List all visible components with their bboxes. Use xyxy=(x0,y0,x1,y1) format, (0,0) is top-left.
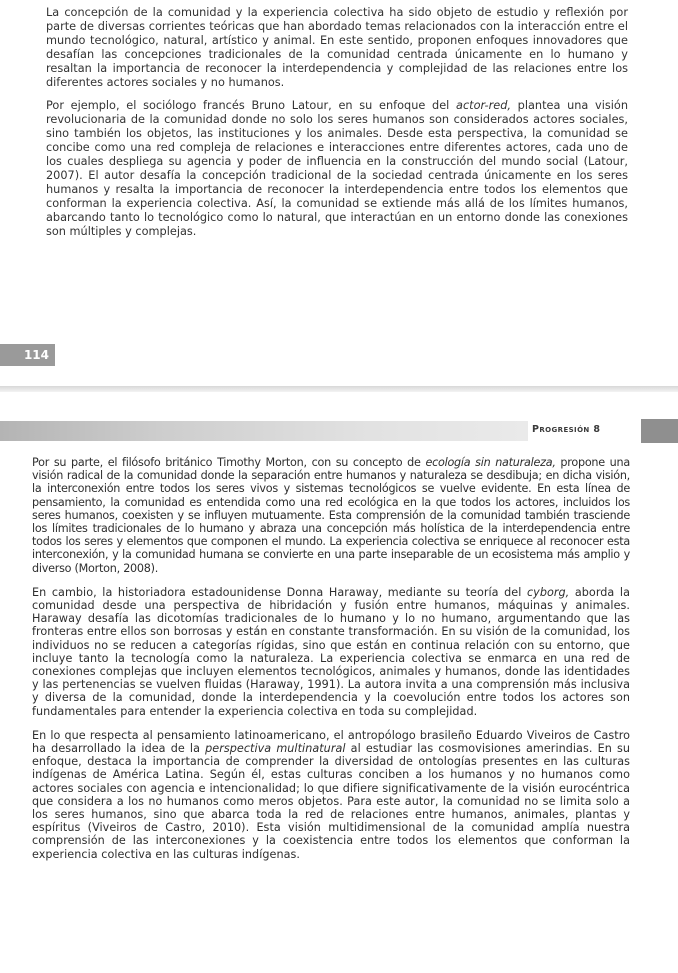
bottom-paragraph-1-text-a: Por su parte, el filósofo británico Timothy Morton, con su concepto de xyxy=(32,456,426,469)
top-paragraph-2-text-b: plantea una visión revolucionaria de la comunidad donde no solo los seres humanos son considerados actores sociales, sino también los objetos, las instituciones y los animales. Desde esta perspectiva, la comunidad se concibe como una red compleja de relaciones e interacciones entre diferentes actores, cada uno de los cuales despliega su agencia y poder de influencia en la construcción del mundo social (Latour, 2007). El autor desafía la concepción tradicional de la sociedad centrada únicamente en los seres humanos y resalta la importancia de reconocer la interdependencia entre todos los elementos que conforman la experiencia colectiva. Así, la comunidad se extiende más allá de los límites humanos, abarcando tanto lo tecnológico como lo natural, que interactúan en un entorno donde las conexiones son múltiples y complejas. xyxy=(46,99,628,238)
top-page xyxy=(0,0,678,386)
chapter-header-tab xyxy=(641,419,678,443)
chapter-header-label: Progresión 8 xyxy=(532,424,601,435)
top-page-body xyxy=(46,6,628,249)
top-paragraph-1 xyxy=(46,6,628,89)
top-paragraph-1-text: La concepción de la comunidad y la experiencia colectiva ha sido objeto de estudio y reflexión por parte de diversas corrientes teóricas que han abordado temas relacionados con la interacción entre el mundo tecnológico, natural, artístico y animal. En este sentido, proponen enfoques innovadores que desafían las concepciones tradicionales de la comunidad centrada únicamente en lo humano y resaltan la importancia de reconocer la interdependencia y complejidad de las relaciones entre los diferentes actores sociales y no humanos. xyxy=(46,6,628,89)
term-perspectiva-multinatural: perspectiva multinatural xyxy=(205,742,346,756)
page-number-badge: 114 xyxy=(0,344,55,366)
term-ecologia-sin-naturaleza: ecología sin naturaleza, xyxy=(425,456,556,469)
bottom-page-body xyxy=(32,456,630,872)
bottom-paragraph-3-text-a: En lo que respecta al pensamiento latinoamericano, el antropólogo brasileño Eduardo Viveiros de Castro ha desarrollado la idea de la xyxy=(32,728,630,756)
bottom-paragraph-2 xyxy=(32,586,630,718)
term-actor-red: actor-red, xyxy=(456,99,511,113)
top-paragraph-2 xyxy=(46,99,628,238)
bottom-paragraph-1-text-b: propone una visión radical de la comunidad donde la separación entre humanos y naturaleza se desdibuja; en dicha visión, la interconexión entre todos los seres vivos y sistemas tecnológicos se vuelve evidente. En esta línea de pensamiento, la comunidad es entendida como una red ecológica en la que todos los actores, incluidos los seres humanos, coexisten y se influyen mutuamente. Esta comprensión de la comunidad también trasciende los límites tradicionales de lo humano y abraza una concepción más holística de la interdependencia entre todos los seres y elementos que componen el mundo. La experiencia colectiva se enriquece al reconocer esta interconexión, y la comunidad humana se convierte en una parte inseparable de un ecosistema más amplio y diverso (Morton, 2008). xyxy=(32,456,630,575)
chapter-header-bar xyxy=(0,421,528,441)
page-edge-divider xyxy=(0,386,678,392)
term-cyborg: cyborg, xyxy=(526,585,570,599)
bottom-paragraph-3 xyxy=(32,729,630,861)
bottom-paragraph-3-text-b: al estudiar las cosmovisiones amerindias. En su enfoque, destaca la importancia de comprender la diversidad de ontologías presentes en las culturas indígenas de América Latina. Según él, estas culturas conciben a los humanos y no humanos como actores sociales con agencia e intencionalidad; lo que difiere significativamente de la visión eurocéntrica que considera a los no humanos como meros objetos. Para este autor, la comunidad no se limita solo a los seres humanos, sino que abarca toda la red de relaciones entre humanos, animales, plantas y espíritus (Viveiros de Castro, 2010). Esta visión multidimensional de la comunidad amplía nuestra comprensión de las interconexiones y la coexistencia entre todos los elementos que conforman la experiencia colectiva en las culturas indígenas. xyxy=(32,742,631,861)
bottom-paragraph-1 xyxy=(32,456,630,575)
bottom-paragraph-2-text-b: aborda la comunidad desde una perspectiva de hibridación y fusión entre humanos, máquinas y animales. Haraway desafía las dicotomías tradicionales de lo humano y lo no humano, argumentando que las fronteras entre ellos son borrosas y están en constante transformación. En su visión de la comunidad, los individuos no se reducen a categorías rígidas, sino que están en continua relación con su entorno, que incluye tanto la tecnología como la naturaleza. La experiencia colectiva se enmarca en una red de conexiones complejas que incluyen elementos tecnológicos, animales y humanos, donde las identidades y las pertenencias se vuelven fluidas (Haraway, 1991). La autora invita a una comprensión más inclusiva y diversa de la comunidad, donde la interdependencia y la coevolución entre todos los actores son fundamentales para entender la experiencia colectiva en toda su complejidad. xyxy=(32,585,630,718)
bottom-paragraph-2-text-a: En cambio, la historiadora estadounidense Donna Haraway, mediante su teoría del xyxy=(32,585,527,599)
top-paragraph-2-text-a: Por ejemplo, el sociólogo francés Bruno Latour, en su enfoque del xyxy=(46,99,457,113)
